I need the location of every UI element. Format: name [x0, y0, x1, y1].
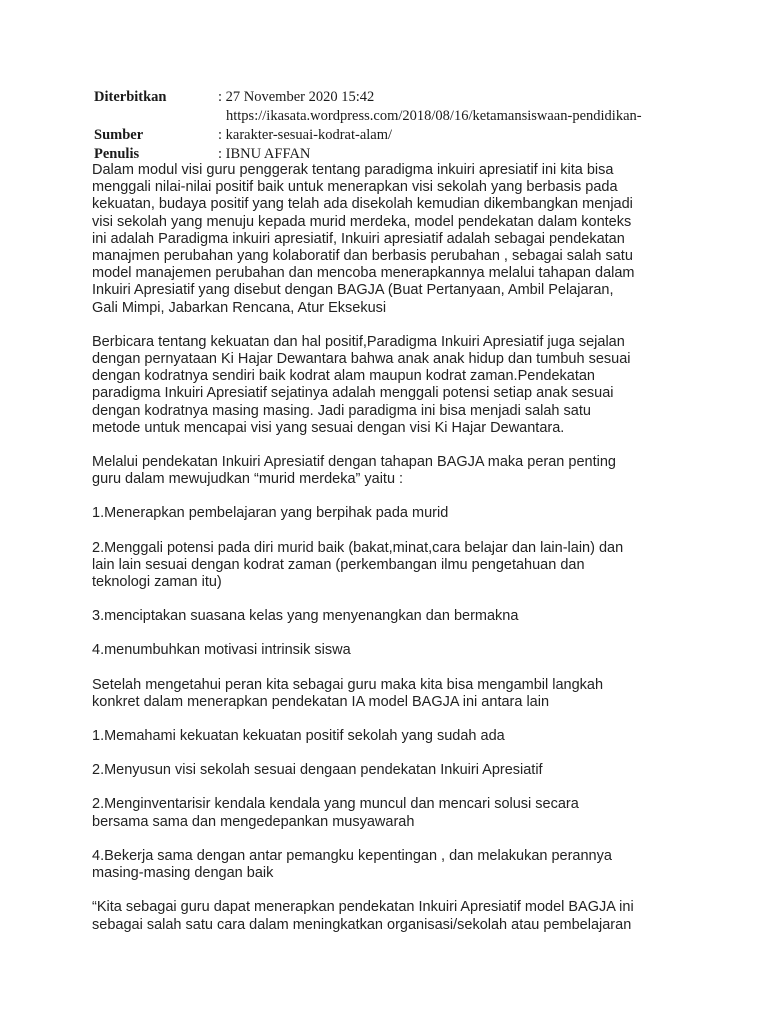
text-line: visi sekolah yang menuju kepada murid merdeka, model pendekatan dalam konteks	[92, 213, 632, 230]
diterbitkan-label: Diterbitkan	[94, 89, 167, 105]
text-line: bersama sama dan mengedepankan musyawarah	[92, 813, 415, 830]
meta-row-sumber	[94, 107, 694, 145]
text-line: 4.Bekerja sama dengan antar pemangku kepentingan , dan melakukan perannya	[92, 847, 612, 864]
text-line: Gali Mimpi, Jabarkan Rencana, Atur Eksekusi	[92, 299, 387, 316]
text-line: kekuatan, budaya positif yang telah ada disekolah kemudian dikembangkan menjadi	[92, 196, 633, 213]
paragraph	[92, 608, 682, 625]
text-line: metode untuk mencapai visi yang sesuai dengan visi Ki Hajar Dewantara.	[92, 419, 565, 436]
text-line: Melalui pendekatan Inkuiri Apresiatif dengan tahapan BAGJA maka peran penting	[92, 454, 616, 471]
paragraph	[92, 796, 682, 830]
paragraph	[92, 848, 682, 882]
paragraph	[92, 677, 682, 711]
text-line: Setelah mengetahui peran kita sebagai guru maka kita bisa mengambil langkah	[92, 676, 604, 693]
paragraph	[92, 505, 682, 522]
text-line: 2.Menggali potensi pada diri murid baik (bakat,minat,cara belajar dan lain-lain) dan	[92, 539, 624, 556]
meta-row-diterbitkan	[94, 88, 694, 107]
penulis-label: Penulis	[94, 146, 140, 162]
text-line: sebagai salah satu cara dalam meningkatkan organisasi/sekolah atau pembelajaran	[92, 916, 632, 933]
penulis-value: : IBNU AFFAN	[218, 146, 311, 162]
text-line: Inkuiri Apresiatif yang disebut dengan BAGJA (Buat Pertanyaan, Ambil Pelajaran,	[92, 282, 614, 299]
sumber-label: Sumber	[94, 127, 144, 143]
text-line: teknologi zaman itu)	[92, 574, 222, 591]
text-line: 1.Menerapkan pembelajaran yang berpihak pada murid	[92, 505, 449, 522]
sumber-url-line2: : karakter-sesuai-kodrat-alam/	[218, 127, 393, 143]
text-line: ini adalah Paradigma inkuiri apresiatif, Inkuiri apresiatif adalah sebagai pendekatan	[92, 230, 625, 247]
paragraph	[92, 162, 682, 317]
metadata-block	[94, 88, 694, 164]
text-line: manajmen perubahan yang kolaboratif dan berbasis perubahan , sebagai salah satu	[92, 248, 633, 265]
paragraph	[92, 334, 682, 437]
diterbitkan-value: : 27 November 2020 15:42	[218, 89, 375, 105]
sumber-url-line1: https://ikasata.wordpress.com/2018/08/16/ketamansiswaan-pendidikan-	[226, 108, 642, 124]
text-line: dengan kodratnya sendiri baik kodrat alam maupun kodrat zaman.Pendekatan	[92, 368, 595, 385]
text-line: “Kita sebagai guru dapat menerapkan pendekatan Inkuiri Apresiatif model BAGJA ini	[92, 899, 634, 916]
text-line: konkret dalam menerapkan pendekatan IA model BAGJA ini antara lain	[92, 693, 550, 710]
text-line: dengan kodratnya masing masing. Jadi paradigma ini bisa menjadi salah satu	[92, 402, 591, 419]
paragraph	[92, 454, 682, 488]
text-line: paradigma Inkuiri Apresiatif sejatinya adalah menggali potensi setiap anak sesuai	[92, 385, 614, 402]
paragraph	[92, 642, 682, 659]
text-line: model manajemen perubahan dan mencoba menerapkannya melalui tahapan dalam	[92, 265, 635, 282]
text-line: guru dalam mewujudkan “murid merdeka” yaitu :	[92, 471, 404, 488]
text-line: menggali nilai-nilai positif baik untuk menerapkan visi sekolah yang berbasis pada	[92, 179, 618, 196]
paragraph	[92, 762, 682, 779]
paragraph	[92, 899, 682, 933]
text-line: 3.menciptakan suasana kelas yang menyenangkan dan bermakna	[92, 608, 519, 625]
text-line: 2.Menginventarisir kendala kendala yang muncul dan mencari solusi secara	[92, 796, 579, 813]
paragraph	[92, 540, 682, 592]
text-line: 4.menumbuhkan motivasi intrinsik siswa	[92, 642, 351, 659]
text-line: Dalam modul visi guru penggerak tentang paradigma inkuiri apresiatif ini kita bisa	[92, 162, 614, 178]
text-line: dengan pernyataan Ki Hajar Dewantara bahwa anak anak hidup dan tumbuh sesuai	[92, 351, 631, 368]
text-line: Berbicara tentang kekuatan dan hal positif,Paradigma Inkuiri Apresiatif juga sejalan	[92, 333, 625, 350]
text-line: masing-masing dengan baik	[92, 865, 274, 882]
text-line: 2.Menyusun visi sekolah sesuai dengaan pendekatan Inkuiri Apresiatif	[92, 762, 543, 779]
document-body	[92, 162, 682, 951]
paragraph	[92, 728, 682, 745]
text-line: lain lain sesuai dengan kodrat zaman (perkembangan ilmu pengetahuan dan	[92, 556, 585, 573]
text-line: 1.Memahami kekuatan kekuatan positif sekolah yang sudah ada	[92, 728, 505, 745]
